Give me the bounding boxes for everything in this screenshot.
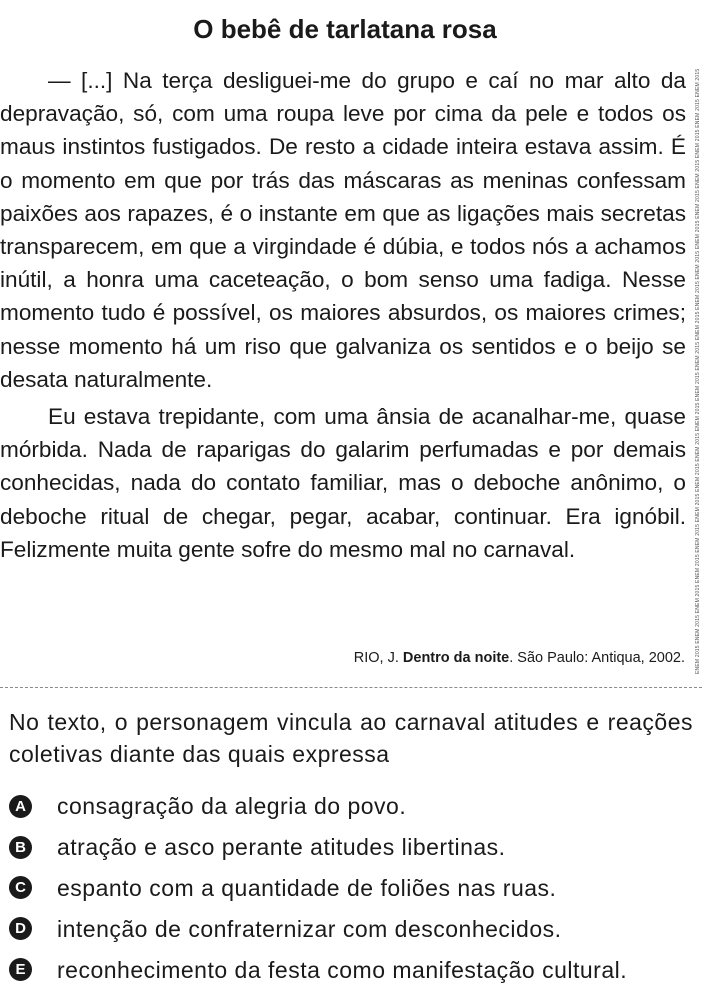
answer-option-b[interactable] [9,827,699,868]
answer-option-a[interactable] [9,786,699,827]
option-text: intenção de confraternizar com desconhecidos. [57,915,562,942]
citation-publication: . São Paulo: Antiqua, 2002. [509,650,685,666]
option-text: consagração da alegria do povo. [57,793,407,820]
answer-option-d[interactable] [9,908,699,949]
answer-option-e[interactable] [9,949,699,990]
option-text: atração e asco perante atitudes libertinas. [57,834,506,861]
citation [354,648,685,668]
vertical-exam-code-text: ENEM 2015 ENEM 2015 ENEM 2015 ENEM 2015 ENEM 2015 ENEM 2015 ENEM 2015 ENEM 2015 ENEM 2015 ENEM 2015 ENEM 2015 ENEM 2015 ENEM 2015 ENEM 2015 ENEM 2015 ENEM 2015 ENEM 2015 ENEM 2015 ENEM 2015 ENEM 2015 [695,68,701,674]
citation-author: RIO, J. [353,650,403,666]
vertical-exam-code [695,2,701,674]
citation-work-title: Dentro da noite [402,650,510,666]
option-letter-badge: C [9,876,32,899]
option-text: reconhecimento da festa como manifestação cultural. [57,956,628,983]
dashed-divider [0,687,702,688]
option-letter-badge: E [9,958,32,981]
option-text: espanto com a quantidade de foliões nas ruas. [57,874,557,901]
answer-options [9,786,699,990]
passage-paragraph: Eu estava trepidante, com uma ânsia de acanalhar-me, quase mórbida. Nada de raparigas do galarim perfumadas e por demais conhecidas, nada do contato familiar, mas o deboche anônimo, o deboche ritual de chegar, pegar, acabar, continuar. Era ignóbil. Felizmente muita gente sofre do mesmo mal no carnaval. [0,404,686,562]
passage-paragraph: — [...] Na terça desliguei-me do grupo e caí no mar alto da depravação, só, com uma roupa leve por cima da pele e todos os maus instintos fustigados. De resto a cidade inteira estava assim. É o momento em que por trás das máscaras as meninas confessam paixões aos rapazes, é o instante em que as ligações mais secretas transparecem, em que a virgindade é dúbia, e todos nós a achamos inútil, a honra uma caceteação, o bom senso uma fadiga. Nesse momento tudo é possível, os maiores absurdos, os maiores crimes; nesse momento há um riso que galvaniza os sentidos e o beijo se desata naturalmente. [0,68,686,392]
page-title: O bebê de tarlatana rosa [193,14,497,44]
answer-option-c[interactable] [9,868,699,909]
passage [0,64,686,566]
question-stem: No texto, o personagem vincula ao carnaval atitudes e reações coletivas diante das quais expressa [9,709,693,767]
option-letter-badge: A [9,795,32,818]
option-letter-badge: B [9,836,32,859]
option-letter-badge: D [9,917,32,940]
